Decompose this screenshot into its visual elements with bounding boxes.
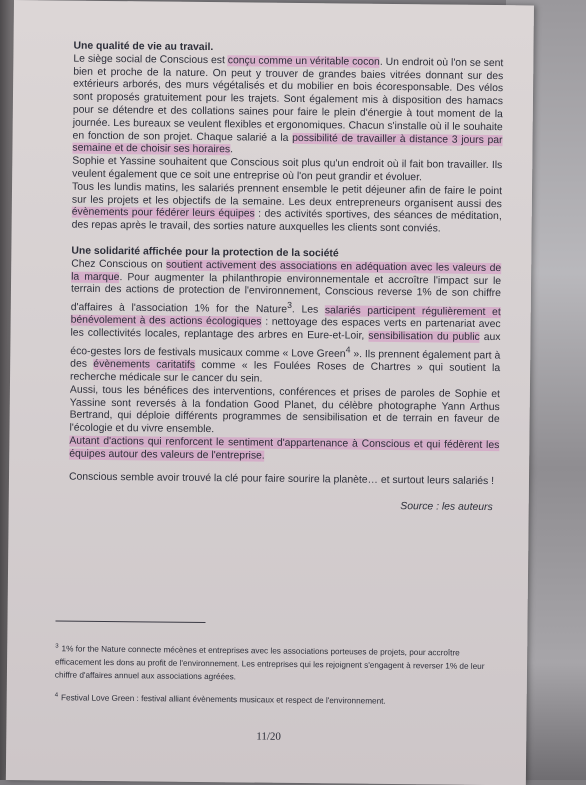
highlighted-text: conçu comme un véritable cocon — [227, 55, 380, 68]
footnote-number: 4 — [54, 692, 59, 699]
text-run: . Pour augmenter la philanthropie environnementale et accroître l'impact sur le terrain des actions de protection de l'environnement, Conscious reverse 1% de son chiffre d'affaires à l'association 1% for the Nature — [70, 271, 502, 316]
text-run: Le siège social de Conscious est — [73, 53, 228, 67]
footnote-number: 3 — [55, 643, 59, 650]
highlighted-text: sensibilisation du public — [368, 330, 480, 344]
text-run: . Les — [291, 304, 325, 316]
text-run: comme « les Foulées Roses de Chartres » qui soutient la recherche médicale sur le cancer du sein. — [69, 360, 501, 385]
closing-sentence: Conscious semble avoir trouvé la clé pour faire sourire la planète… et surtout leurs salariés ! — [68, 471, 495, 487]
highlighted-text: salariés participent régulièrement et bénévolement à des actions écologiques — [70, 304, 501, 329]
section-title-solidarity: Une solidarité affichée pour la protection de la société — [71, 245, 339, 260]
footnote-ref-3: 3 — [287, 300, 293, 311]
highlighted-text: soutient activement des associations en adéquation avec les valeurs de la marque — [71, 259, 502, 283]
text-run: . — [230, 144, 234, 156]
footnote-3 — [55, 640, 505, 685]
footnote-text: 1% for the Nature connecte mécènes et entreprises avec les associations porteuses de projets, pour accroître efficacement les dons au profit de l'environnement. Les entreprises qui les rejoignent s'engagent à reverser 1% de leur chiffre d'affaires annuel aux associations agréées. — [54, 644, 485, 682]
text-run: : des activités sportives, des séances de méditation, des repas après le travail, des sorties nature auxquelles les clients sont conviés. — [71, 208, 502, 235]
highlighted-text: évènements caritatifs — [93, 359, 196, 372]
footnote-4 — [55, 689, 505, 708]
paragraph-team-events — [72, 181, 503, 237]
highlighted-text: évènements pour fédérer leurs équipes — [71, 206, 255, 220]
source-credit: Source : les auteurs — [400, 501, 493, 514]
paragraph-good-planet: Aussi, tous les bénéfices des interventions, conférences et prises de paroles de Sophie et Yassine sont reversés à la fondation Good Planet, du célèbre photographe Yann Arthus Bertrand, qui déploie différents programmes de sensibilisation et de terrain en faveur de l'écologie et du vivre ensemble. — [69, 384, 500, 436]
text-run: ». Ils prennent également part à des — [70, 349, 501, 371]
footnote-separator — [55, 620, 205, 623]
document-page — [6, 0, 534, 785]
highlighted-text: possibilité de travailler à distance 3 jours par semaine et de choisir ses horaires — [72, 132, 503, 156]
text-run: aux éco-gestes lors de festivals musicaux comme « Love Green — [70, 332, 501, 360]
section-title-quality-of-life: Une qualité de vie au travail. — [73, 40, 214, 54]
paragraph-founders: Sophie et Yassine souhaitent que Conscious soit plus qu'un endroit où il fait bon travailler. Ils veulent également que ce soit une entreprise où l'on peut grandir et évoluer. — [72, 155, 503, 184]
paragraph-associations — [70, 258, 501, 389]
footnotes — [55, 640, 506, 716]
paragraph-headquarters — [72, 53, 503, 160]
text-run: Tous les lundis matins, les salariés prennent ensemble le petit déjeuner afin de faire le point sur les projets et les objectifs de la semaine. Les deux entrepreneurs organisent aussi des — [71, 181, 503, 210]
page-content — [69, 41, 504, 526]
text-run: Chez Conscious on — [71, 258, 167, 271]
footnote-ref-4: 4 — [345, 344, 351, 355]
footnote-text: Festival Love Green : festival alliant évènements musicaux et respect de l'environnement. — [60, 692, 386, 706]
paragraph-belonging — [69, 436, 499, 466]
text-run: : nettoyage des espaces verts en partenariat avec les collectivités locales, replantage des arbres en Eure-et-Loir, — [70, 317, 501, 342]
page-number: 11/20 — [256, 730, 282, 743]
text-run: . Un endroit où l'on se sent bien et proche de la nature. On peut y trouver de grandes baies vitrées donnant sur des extérieurs arborés, des murs végétalisés et du mobilier en bois écoresponsable. Des vélos sont proposés gratuitement pour les trajets. Sont également mis à disposition des hamacs pour se détendre et des collations saines pour faire le plein d'énergie à tout moment de la journée. Les bureaux se veulent flexibles et ergonomiques. Chacun s'installe où il le souhaite en fonction de son projet. Chaque salarié a la — [72, 56, 504, 144]
highlighted-text: Autant d'actions qui renforcent le sentiment d'appartenance à Conscious et qui fédèrent les équipes autour des valeurs de l'entreprise. — [69, 435, 500, 462]
